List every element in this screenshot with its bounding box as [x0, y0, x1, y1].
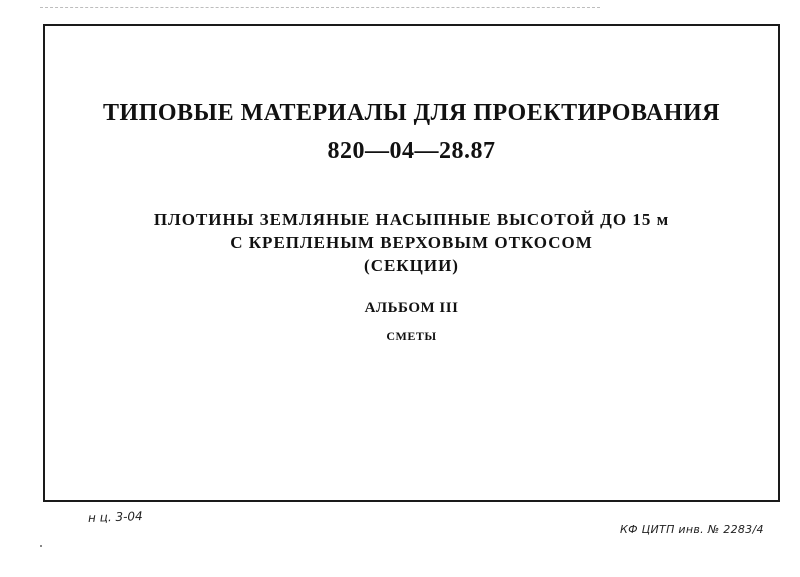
- subtitle-line-1: ПЛОТИНЫ ЗЕМЛЯНЫЕ НАСЫПНЫЕ ВЫСОТОЙ ДО 15 м: [153, 210, 670, 229]
- document-title: ТИПОВЫЕ МАТЕРИАЛЫ ДЛЯ ПРОЕКТИРОВАНИЯ: [103, 100, 720, 126]
- album-number: АЛЬБОМ III: [364, 300, 459, 316]
- document-code: 820—04—28.87: [327, 138, 496, 164]
- handwritten-note-left: н ц. 3-04: [87, 509, 143, 525]
- scan-artifact: [40, 545, 42, 547]
- subtitle-line-3: (СЕКЦИИ): [364, 256, 459, 275]
- inventory-number-note: КФ ЦИТП инв. № 2283/4: [620, 523, 764, 536]
- subtitle-line-2: С КРЕПЛЕНЫМ ВЕРХОВЫМ ОТКОСОМ: [230, 233, 593, 252]
- scan-edge-line: [40, 7, 600, 8]
- section-name: СМЕТЫ: [386, 329, 437, 343]
